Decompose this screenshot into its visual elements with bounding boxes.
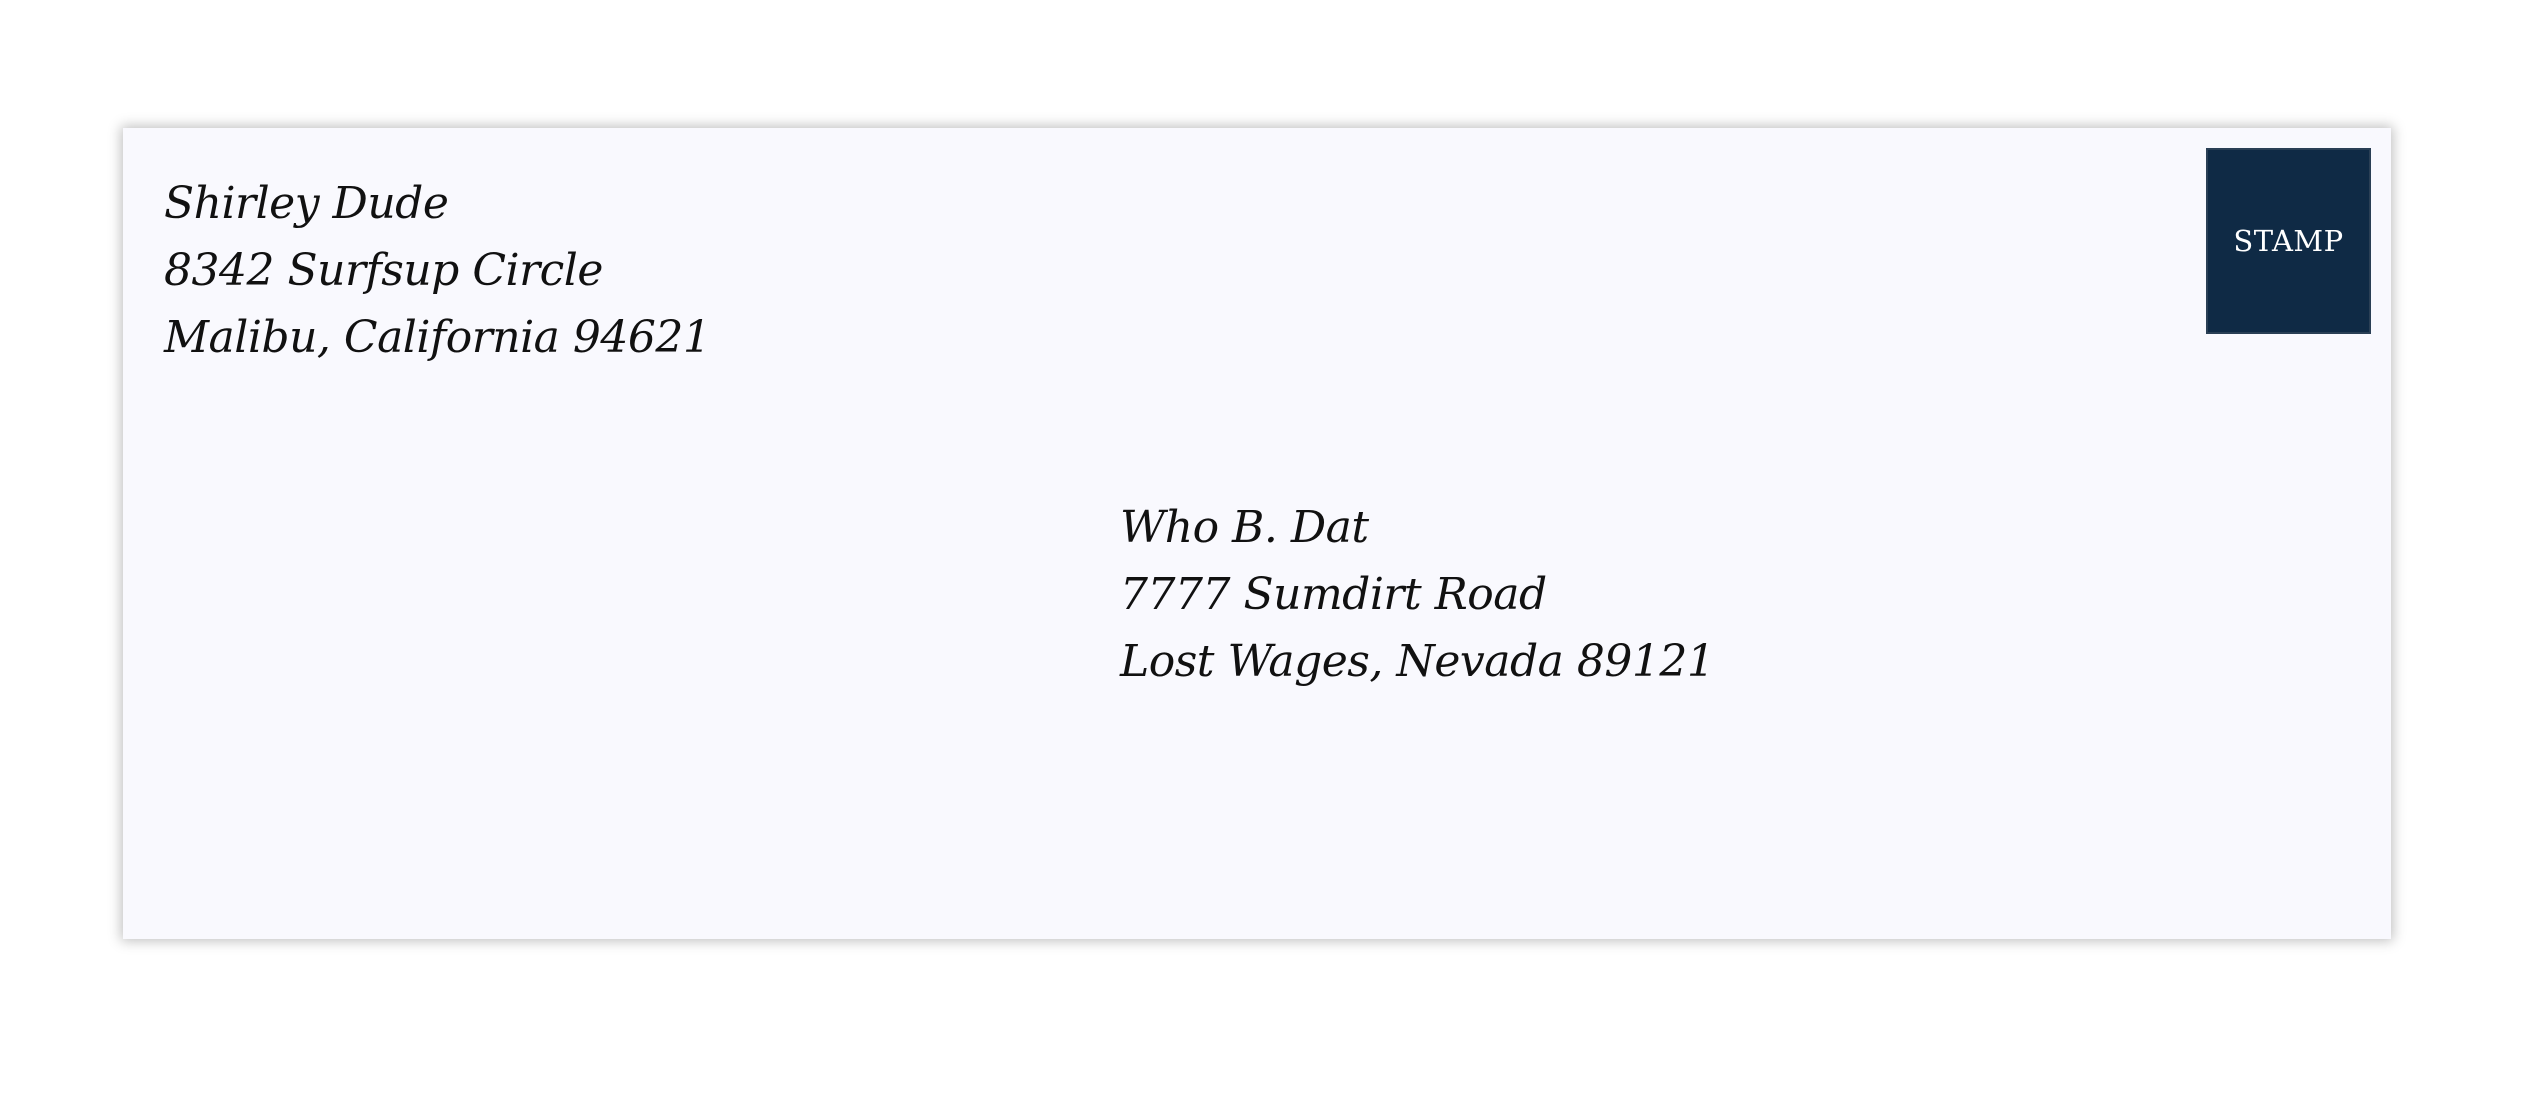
envelope bbox=[123, 128, 2391, 939]
return-address-street: 8342 Surfsup Circle bbox=[164, 245, 603, 296]
return-address bbox=[164, 170, 710, 371]
recipient-address-city-line: Lost Wages, Nevada 89121 bbox=[1120, 636, 1715, 687]
return-address-city-line: Malibu, California 94621 bbox=[164, 312, 711, 363]
stamp-label: STAMP bbox=[2233, 224, 2344, 258]
recipient-address bbox=[1120, 494, 1714, 695]
recipient-address-street: 7777 Sumdirt Road bbox=[1120, 569, 1547, 620]
return-address-name: Shirley Dude bbox=[164, 178, 449, 229]
stamp bbox=[2206, 148, 2371, 334]
recipient-address-name: Who B. Dat bbox=[1120, 502, 1369, 553]
